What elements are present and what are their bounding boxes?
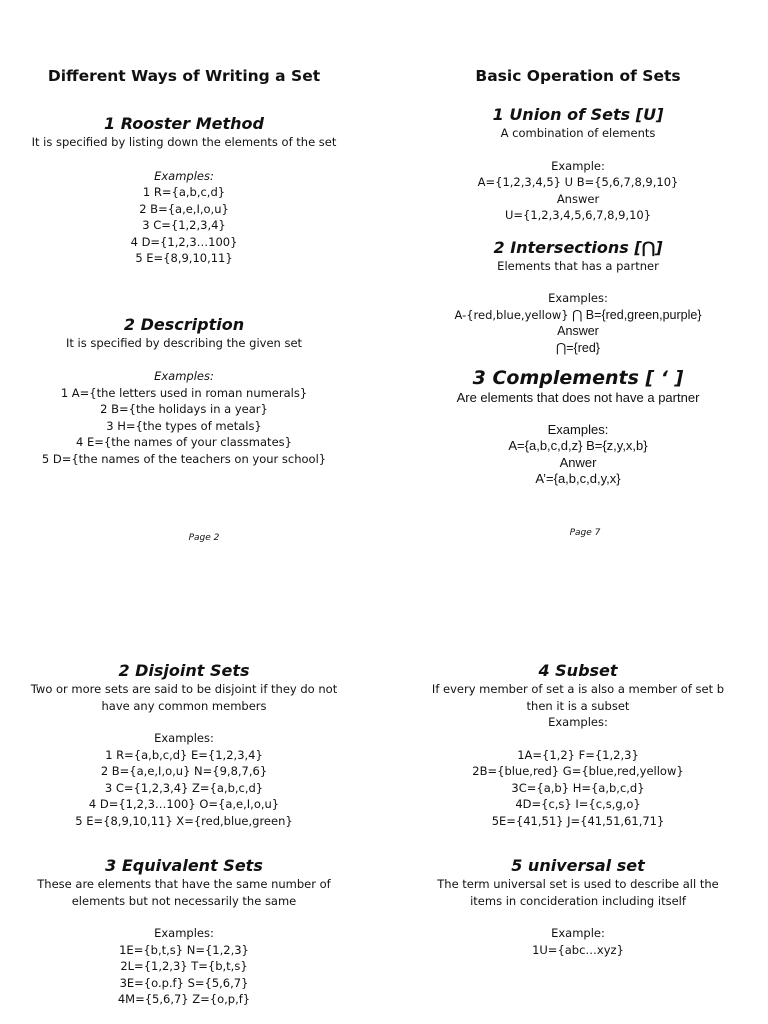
- rooster-example: 4 D={1,2,3…100}: [130, 234, 238, 249]
- description-example: 4 E={the names of your classmates}: [76, 435, 292, 449]
- rooster-method-description: It is specified by listing down the elements of the set: [31, 135, 337, 149]
- top-left-panel: [14, 66, 354, 467]
- disjoint-description: have any common members: [101, 698, 267, 713]
- disjoint-example: 5 E={8,9,10,11} X={red,blue,green}: [75, 813, 293, 828]
- complements-examples-label: Examples:: [547, 421, 609, 437]
- description-method-description: It is specified by describing the given set: [65, 335, 303, 350]
- rooster-example: 2 B={a,e,I,o,u}: [139, 201, 229, 216]
- equivalent-description: These are elements that have the same number of: [37, 877, 331, 891]
- intersection-example-set-b: ⋂ B={red,green,purple}: [568, 307, 702, 322]
- universal-description: items in concideration including itself: [470, 893, 686, 908]
- complements-answer-label: Anwer: [559, 454, 597, 470]
- subset-example: 3C={a,b} H={a,b,c,d}: [511, 780, 645, 795]
- complements-answer: A’={a,b,c,d,y,x}: [535, 471, 621, 486]
- intersection-heading: 2 Intersections [⋂]: [493, 237, 663, 257]
- disjoint-example: 2 B={a,e,I,o,u} N={9,8,7,6}: [100, 764, 268, 778]
- equivalent-sets-heading: 3 Equivalent Sets: [105, 856, 263, 875]
- equivalent-example: 4M={5,6,7} Z={o,p,f}: [117, 992, 251, 1006]
- complements-heading: 3 Complements [ ‘ ]: [472, 367, 684, 389]
- union-heading: 1 Union of Sets [U]: [492, 105, 664, 124]
- subset-example: 4D={c,s} I={c,s,g,o}: [515, 797, 641, 811]
- subset-example: 2B={blue,red} G={blue,red,yellow}: [472, 764, 684, 778]
- complements-description: Are elements that does not have a partner: [456, 390, 700, 405]
- disjoint-example: 3 C={1,2,3,4} Z={a,b,c,d}: [104, 780, 264, 795]
- rooster-method-heading: 1 Rooster Method: [104, 114, 264, 133]
- union-example-label: Example:: [551, 158, 605, 173]
- subset-examples-label: Examples:: [548, 715, 608, 729]
- union-answer-label: Answer: [556, 191, 600, 206]
- rooster-examples-label: Examples:: [154, 168, 214, 183]
- top-right-panel: [418, 66, 738, 488]
- disjoint-sets-heading: 2 Disjoint Sets: [118, 661, 250, 680]
- description-example: 2 B={the holidays in a year}: [100, 402, 268, 416]
- intersection-description: Elements that has a partner: [497, 258, 659, 273]
- page-number-right: Page 7: [569, 528, 601, 538]
- bottom-right-panel: [418, 661, 738, 958]
- intersection-answer: ⋂={red}: [556, 340, 600, 355]
- subset-example: 1A={1,2} F={1,2,3}: [517, 747, 639, 762]
- page-number-left: Page 2: [188, 533, 220, 543]
- ways-of-writing-title: Different Ways of Writing a Set: [47, 67, 321, 85]
- rooster-example: 5 E={8,9,10,11}: [135, 251, 233, 265]
- universal-example-label: Example:: [551, 926, 605, 940]
- bottom-left-panel: [14, 661, 354, 1008]
- equivalent-example: 1E={b,t,s} N={1,2,3}: [119, 942, 249, 957]
- rooster-example: 1 R={a,b,c,d}: [142, 185, 226, 199]
- universal-description: The term universal set is used to describe all the: [437, 877, 719, 891]
- rooster-example: 3 C={1,2,3,4}: [142, 218, 226, 232]
- intersection-examples-label: Examples:: [548, 291, 608, 305]
- subset-heading: 4 Subset: [538, 661, 618, 680]
- subset-description: If every member of set a is also a member of set b: [431, 682, 725, 696]
- subset-description: then it is a subset: [526, 698, 630, 713]
- description-examples-label: Examples:: [154, 369, 214, 383]
- universal-set-heading: 5 universal set: [511, 856, 645, 875]
- equivalent-examples-label: Examples:: [154, 926, 214, 940]
- description-heading: 2 Description: [123, 314, 245, 334]
- equivalent-example: 3E={o.p.f} S={5,6,7}: [119, 975, 249, 990]
- equivalent-description: elements but not necessarily the same: [71, 893, 297, 908]
- description-example: 3 H={the types of metals}: [106, 418, 262, 433]
- disjoint-examples-label: Examples:: [154, 731, 214, 745]
- union-answer: U={1,2,3,4,5,6,7,8,9,10}: [504, 208, 652, 222]
- universal-example: 1U={abc…xyz}: [532, 942, 624, 957]
- union-example: A={1,2,3,4,5} U B={5,6,7,8,9,10}: [477, 175, 679, 189]
- disjoint-example: 1 R={a,b,c,d} E={1,2,3,4}: [105, 747, 263, 762]
- intersection-answer-label: Answer: [557, 324, 599, 338]
- union-description: A combination of elements: [500, 126, 656, 140]
- subset-example: 5E={41,51} J={41,51,61,71}: [491, 813, 665, 828]
- complements-example: A={a,b,c,d,z} B={z,y,x,b}: [508, 438, 648, 453]
- basic-operations-title: Basic Operation of Sets: [475, 67, 681, 85]
- description-example: 5 D={the names of the teachers on your school}: [41, 451, 327, 466]
- description-example: 1 A={the letters used in roman numerals}: [60, 385, 308, 400]
- disjoint-example: 4 D={1,2,3…100} O={a,e,I,o,u}: [88, 797, 280, 811]
- disjoint-description: Two or more sets are said to be disjoint if they do not: [30, 682, 338, 696]
- intersection-example-set-a: A-{red,blue,yellow}: [454, 307, 569, 322]
- intersection-example: [418, 307, 738, 324]
- equivalent-example: 2L={1,2,3} T={b,t,s}: [120, 959, 248, 973]
